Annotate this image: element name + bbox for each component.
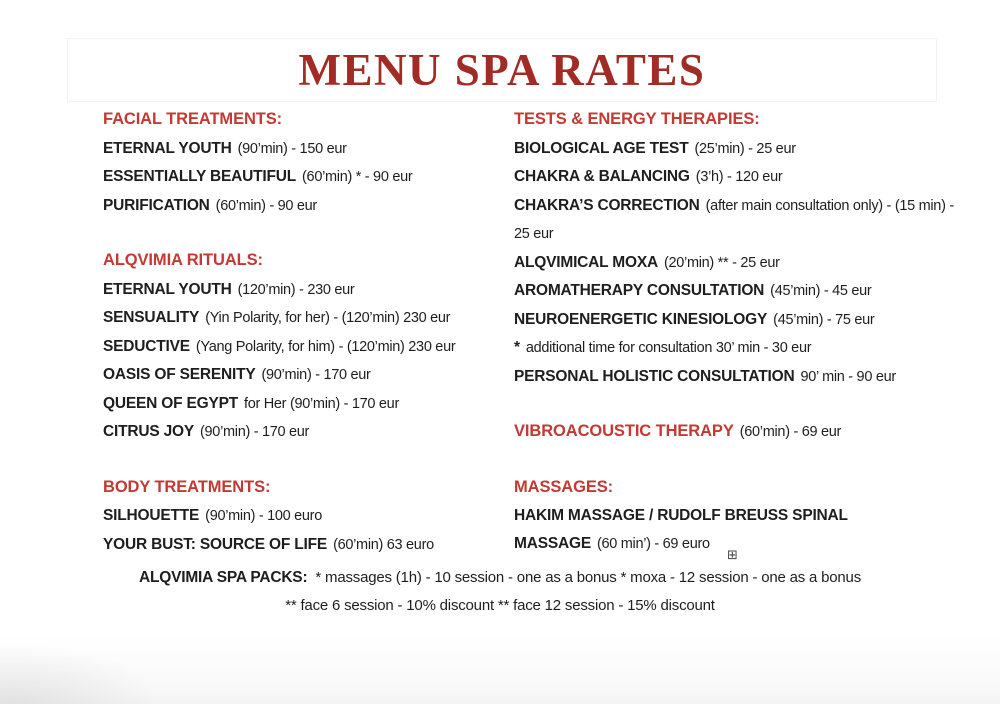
menu-item (514, 363, 954, 392)
item-detail: (Yin Polarity, for her) - (120’min) 230 eur (205, 310, 451, 326)
item-name: CITRUS JOY (103, 423, 195, 440)
section-heading-label: TESTS & ENERGY THERAPIES: (514, 110, 760, 128)
section-heading (514, 106, 954, 135)
section-heading-label: VIBROACOUSTIC THERAPY (514, 422, 734, 440)
menu-item-note (514, 334, 954, 363)
spa-packs-discount-line (0, 592, 1000, 620)
item-name: HAKIM MASSAGE / RUDOLF BREUSS SPINAL MASSAGE (514, 507, 848, 552)
section-massages (514, 474, 954, 559)
corner-shade (0, 644, 160, 704)
item-detail: (25’min) - 25 eur (694, 140, 796, 157)
section-facial-treatments (103, 106, 514, 220)
menu-item (103, 418, 514, 447)
item-name: SILHOUETTE (103, 507, 200, 524)
item-name: SEDUCTIVE (103, 337, 190, 355)
menu-item (103, 361, 514, 390)
item-name: QUEEN OF EGYPT (103, 394, 238, 412)
item-name: BIOLOGICAL AGE TEST (514, 139, 689, 157)
menu-item (103, 135, 514, 164)
spa-packs-line (0, 564, 1000, 592)
menu-item (103, 163, 514, 192)
item-detail: (90’min) - 170 eur (200, 424, 310, 440)
menu-item (514, 306, 954, 335)
item-detail: (90’min) - 170 eur (261, 367, 371, 383)
item-detail: (60’min) - 90 eur (215, 197, 317, 214)
item-detail: additional time for consultation 30’ min - 30 eur (525, 340, 812, 356)
item-detail: (90’min) - 150 eur (237, 140, 347, 157)
page-title: MENU SPA RATES (298, 45, 706, 95)
spa-packs-label: ALQVIMIA SPA PACKS: (138, 569, 308, 586)
item-detail: (60 min’) - 69 euro (596, 535, 710, 552)
bottom-shade (0, 634, 1000, 704)
menu-item (103, 502, 514, 531)
section-heading-label: BODY TREATMENTS: (103, 477, 271, 496)
menu-item (103, 276, 514, 305)
section-heading (514, 418, 954, 447)
item-detail: (20’min) ** - 25 eur (663, 254, 780, 271)
menu-item (514, 163, 954, 192)
section-heading (514, 474, 954, 503)
item-name: CHAKRA & BALANCING (514, 168, 690, 185)
section-alqvimia-rituals (103, 247, 514, 447)
item-detail: (90’min) - 100 euro (205, 508, 322, 524)
item-detail: (3’h) - 120 eur (695, 169, 783, 185)
menu-column-left (103, 106, 514, 559)
item-detail: (Yang Polarity, for him) - (120’min) 230 eur (195, 338, 456, 355)
item-name: ETERNAL YOUTH (103, 139, 232, 157)
menu-item (103, 333, 514, 362)
item-detail: (45’min) - 75 eur (773, 311, 875, 328)
spa-packs-footer (0, 564, 1000, 620)
section-body-treatments (103, 474, 514, 560)
menu-item (514, 192, 954, 249)
item-name: CHAKRA’S CORRECTION (514, 196, 700, 214)
title-band (67, 38, 937, 102)
section-vibroacoustic-therapy (514, 418, 954, 447)
item-detail: (60’min) * - 90 eur (302, 169, 413, 185)
item-name: SENSUALITY (103, 309, 200, 326)
item-detail: (120’min) - 230 eur (237, 281, 355, 298)
item-detail: for Her (90’min) - 170 eur (244, 395, 399, 412)
spa-packs-text: * massages (1h) - 10 session - one as a bonus * moxa - 12 session - one as a bonus (315, 569, 861, 586)
section-heading-label: MASSAGES: (514, 477, 614, 496)
item-name: PURIFICATION (103, 196, 210, 214)
item-name: PERSONAL HOLISTIC CONSULTATION (514, 367, 795, 385)
section-tests-energy-therapies (514, 106, 954, 391)
item-name: ESSENTIALLY BEAUTIFUL (103, 168, 297, 185)
section-heading-label: FACIAL TREATMENTS: (103, 110, 283, 128)
expand-icon[interactable]: ⊞ (727, 548, 738, 563)
menu-item (103, 192, 514, 221)
item-detail: (after main consultation only) - (15 min) - 25 eur (514, 197, 954, 242)
spa-packs-discount-text: ** face 6 session - 10% discount ** face 12 session - 15% discount (285, 597, 715, 614)
menu-item (514, 249, 954, 278)
section-heading (103, 247, 514, 276)
item-detail: 90’ min - 90 eur (800, 368, 896, 385)
menu-item (103, 304, 514, 333)
item-name: YOUR BUST: SOURCE OF LIFE (103, 535, 328, 553)
menu-item (514, 135, 954, 164)
item-name: ALQVIMICAL MOXA (514, 253, 658, 271)
item-name: NEUROENERGETIC KINESIOLOGY (514, 310, 768, 328)
item-detail: (60’min) 63 euro (333, 536, 434, 553)
menu-item (103, 531, 514, 560)
menu-column-right (514, 106, 954, 558)
item-name: AROMATHERAPY CONSULTATION (514, 282, 765, 299)
item-name: ETERNAL YOUTH (103, 280, 232, 298)
section-heading (103, 106, 514, 135)
item-name: OASIS OF SERENITY (103, 366, 256, 383)
menu-item (514, 277, 954, 306)
item-detail: (45’min) - 45 eur (770, 283, 872, 299)
section-heading-label: ALQVIMIA RITUALS: (103, 251, 263, 269)
item-name: * (514, 339, 520, 356)
section-heading (103, 474, 514, 503)
menu-item (514, 502, 916, 558)
menu-item (103, 390, 514, 419)
section-heading-detail: (60’min) - 69 eur (739, 424, 842, 440)
